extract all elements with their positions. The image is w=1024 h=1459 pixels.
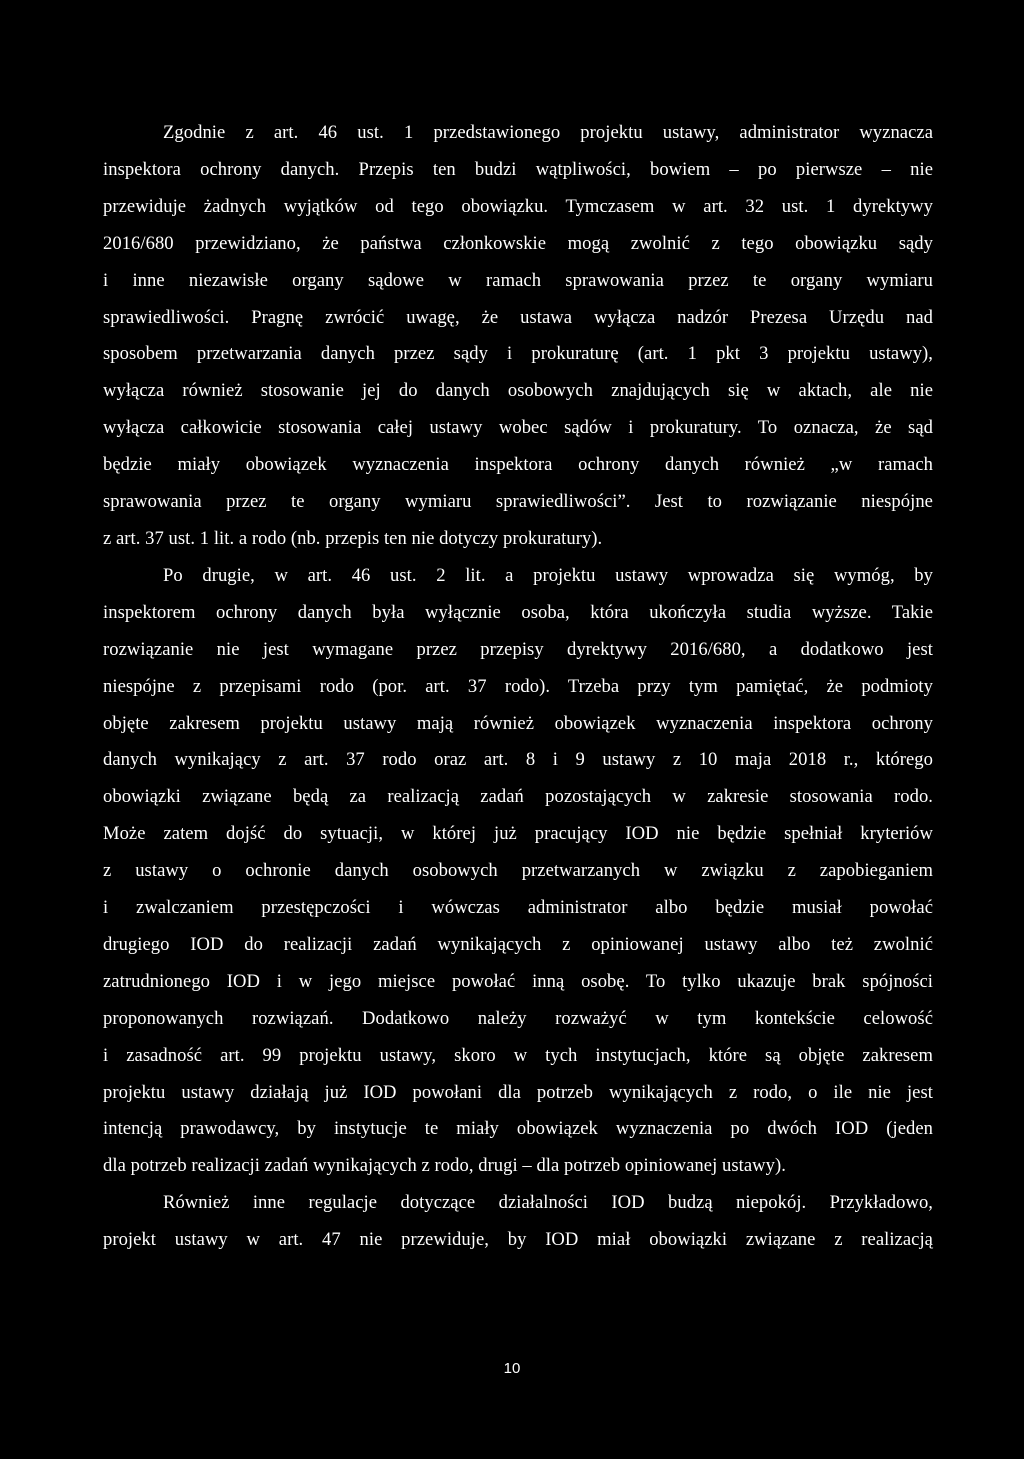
text-line: wyłącza całkowicie stosowania całej ustawy wobec sądów i prokuratury. To oznacza, że sąd [103, 417, 933, 439]
text-line: objęte zakresem projektu ustawy mają również obowiązek wyznaczenia inspektora ochrony [103, 712, 933, 734]
text-line: drugiego IOD do realizacji zadań wynikających z opiniowanej ustawy albo też zwolnić [103, 933, 933, 955]
text-line: sprawowania przez te organy wymiaru sprawiedliwości”. Jest to rozwiązanie niespójne [103, 491, 933, 513]
text-line: danych wynikający z art. 37 rodo oraz art. 8 i 9 ustawy z 10 maja 2018 r., którego [103, 749, 933, 771]
page-number: 10 [503, 1360, 521, 1377]
text-line: inspektorem ochrony danych była wyłącznie osoba, która ukończyła studia wyższe. Takie [103, 601, 933, 623]
text-line: i zwalczaniem przestępczości i wówczas administrator albo będzie musiał powołać [103, 897, 933, 919]
text-line: Może zatem dojść do sytuacji, w której już pracujący IOD nie będzie spełniał kryteriów [103, 823, 933, 845]
text-line: proponowanych rozwiązań. Dodatkowo należy rozważyć w tym kontekście celowość [103, 1007, 933, 1029]
text-line: przewiduje żadnych wyjątków od tego obowiązku. Tymczasem w art. 32 ust. 1 dyrektywy [103, 195, 933, 217]
text-line: obowiązki związane będą za realizacją zadań pozostających w zakresie stosowania rodo. [103, 786, 933, 808]
text-line: będzie miały obowiązek wyznaczenia inspektora ochrony danych również „w ramach [103, 454, 933, 476]
text-line: niespójne z przepisami rodo (por. art. 37 rodo). Trzeba przy tym pamiętać, że podmioty [103, 675, 933, 697]
text-line: rozwiązanie nie jest wymagane przez przepisy dyrektywy 2016/680, a dodatkowo jest [103, 638, 933, 660]
text-line: intencją prawodawcy, by instytucje te miały obowiązek wyznaczenia po dwóch IOD (jeden [103, 1118, 933, 1140]
text-line: 2016/680 przewidziano, że państwa członkowskie mogą zwolnić z tego obowiązku sądy [103, 232, 933, 254]
text-line: wyłącza również stosowanie jej do danych osobowych znajdujących się w aktach, ale nie [103, 380, 933, 402]
text-line: Zgodnie z art. 46 ust. 1 przedstawionego projektu ustawy, administrator wyznacza [163, 122, 933, 143]
paragraph-1 [103, 115, 933, 558]
text-line: Również inne regulacje dotyczące działalności IOD budzą niepokój. Przykładowo, [163, 1192, 933, 1214]
text-line: zatrudnionego IOD i w jego miejsce powołać inną osobę. To tylko ukazuje brak spójności [103, 970, 933, 992]
text-line: projekt ustawy w art. 47 nie przewiduje, by IOD miał obowiązki związane z realizacją [103, 1229, 933, 1251]
text-line: Po drugie, w art. 46 ust. 2 lit. a projektu ustawy wprowadza się wymóg, by [163, 564, 933, 586]
paragraph-3 [103, 1185, 933, 1259]
text-line: z ustawy o ochronie danych osobowych przetwarzanych w związku z zapobieganiem [103, 860, 933, 882]
text-line: sprawiedliwości. Pragnę zwrócić uwagę, że ustawa wyłącza nadzór Prezesa Urzędu nad [103, 306, 933, 328]
text-line: dla potrzeb realizacji zadań wynikających z rodo, drugi – dla potrzeb opiniowanej ustawy). [103, 1155, 786, 1177]
text-line: projektu ustawy działają już IOD powołani dla potrzeb wynikających z rodo, o ile nie jest [103, 1081, 933, 1103]
text-line: i inne niezawisłe organy sądowe w ramach sprawowania przez te organy wymiaru [103, 269, 933, 291]
paragraph-2 [103, 558, 933, 1185]
text-line: sposobem przetwarzania danych przez sądy i prokuraturę (art. 1 pkt 3 projektu ustawy), [103, 343, 933, 365]
document-body [103, 115, 933, 1259]
text-line: z art. 37 ust. 1 lit. a rodo (nb. przepis ten nie dotyczy prokuratury). [103, 527, 603, 549]
text-line: i zasadność art. 99 projektu ustawy, skoro w tych instytucjach, które są objęte zakresem [103, 1044, 933, 1066]
text-line: inspektora ochrony danych. Przepis ten budzi wątpliwości, bowiem – po pierwsze – nie [103, 158, 933, 180]
